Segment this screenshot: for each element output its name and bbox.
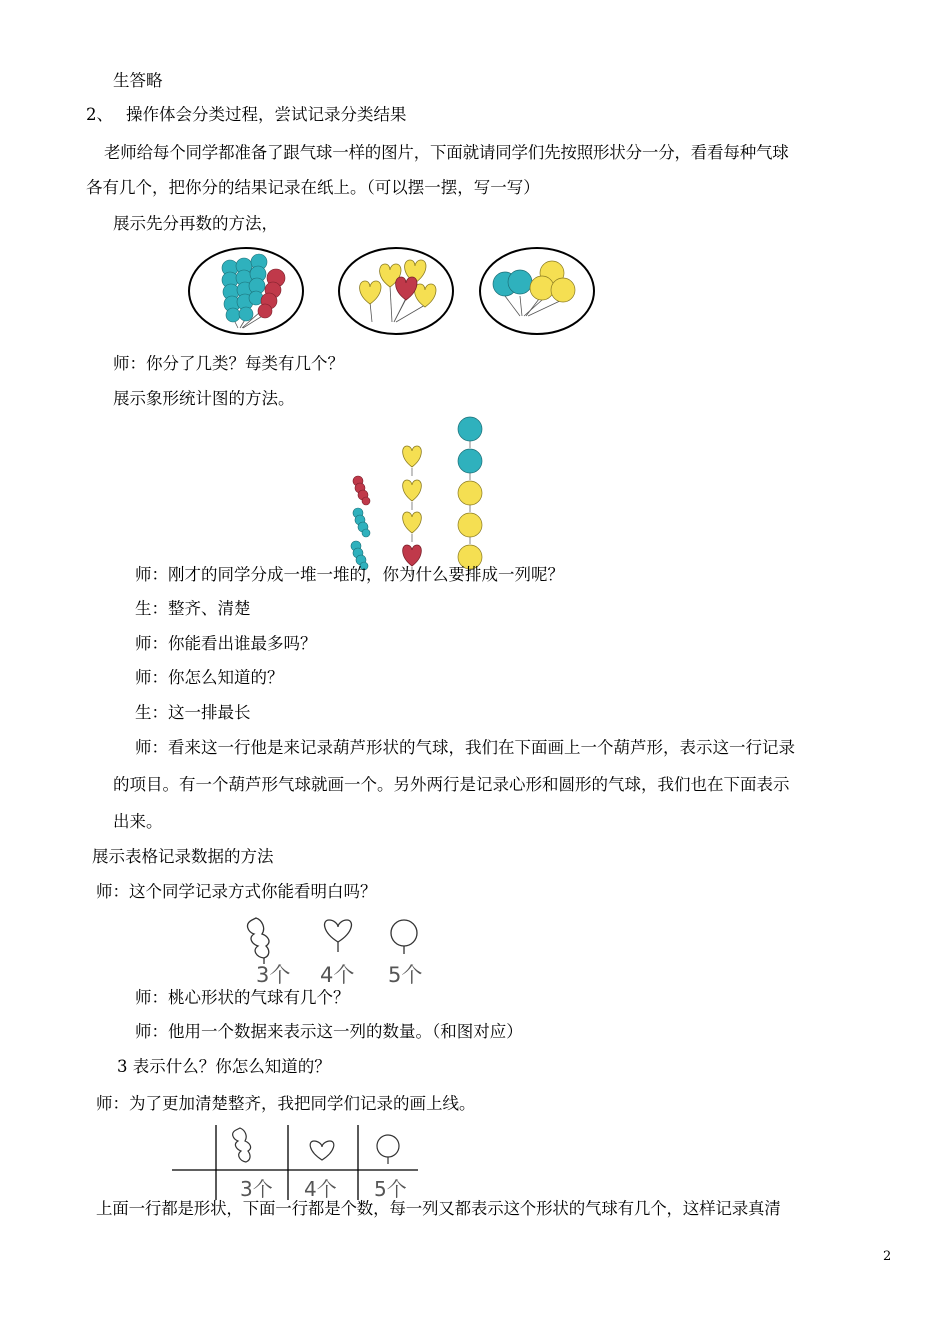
student-answer: 生：整齐、清楚 [135, 599, 251, 618]
paragraph-line: 上面一行都是形状，下面一行都是个数，每一列又都表示这个形状的气球有几个，这样记录真清 [96, 1199, 781, 1218]
pictograph-figure [340, 410, 500, 575]
count-4: 4个 [320, 963, 355, 987]
teacher-explanation: 师：看来这一行他是来记录葫芦形状的气球，我们在下面画上一个葫芦形，表示这一行记录 [135, 738, 795, 757]
teacher-explanation: 的项目。有一个葫芦形气球就画一个。另外两行是记录心形和圆形的气球，我们也在下面表示 [113, 775, 790, 794]
teacher-explanation: 师：为了更加清楚整齐，我把同学们记录的画上线。 [96, 1094, 476, 1113]
count-3: 3个 [240, 1177, 273, 1201]
page-number: 2 [883, 1249, 892, 1264]
teacher-question: 师：你分了几类？每类有几个？ [113, 354, 344, 373]
teacher-question: 师：你能看出谁最多吗？ [135, 634, 317, 653]
section-number: 2、 [86, 105, 113, 124]
grouped-balloons-figure [180, 240, 610, 345]
lined-record-figure [170, 1122, 420, 1202]
hand-drawn-record-figure [240, 912, 430, 992]
teacher-question: 师：这个同学记录方式你能看明白吗？ [96, 882, 377, 901]
count-5: 5个 [374, 1177, 407, 1201]
paragraph-line: 展示先分再数的方法， [113, 214, 278, 233]
student-answer: 生：这一排最长 [135, 703, 251, 722]
paragraph-line: 老师给每个同学都准备了跟气球一样的图片，下面就请同学们先按照形状分一分，看看每种气球 [104, 143, 789, 162]
paragraph-line: 展示表格记录数据的方法 [92, 847, 274, 866]
teacher-question: 师：你怎么知道的？ [135, 668, 284, 687]
count-3: 3个 [256, 963, 291, 987]
count-4: 4个 [304, 1177, 337, 1201]
section-heading: 操作体会分类过程，尝试记录分类结果 [126, 105, 407, 124]
line-answer-omitted: 生答略 [113, 71, 163, 90]
teacher-explanation: 师：他用一个数据来表示这一列的数量。（和图对应） [135, 1022, 523, 1041]
teacher-question: 师：桃心形状的气球有几个？ [135, 988, 350, 1007]
teacher-explanation: 出来。 [113, 812, 163, 831]
paragraph-line: 展示象形统计图的方法。 [113, 389, 295, 408]
teacher-question: 师：刚才的同学分成一堆一堆的，你为什么要排成一列呢？ [135, 565, 564, 584]
count-5: 5个 [388, 963, 423, 987]
paragraph-line: 3 表示什么？你怎么知道的？ [117, 1057, 331, 1076]
paragraph-line: 各有几个，把你分的结果记录在纸上。（可以摆一摆，写一写） [86, 178, 540, 197]
